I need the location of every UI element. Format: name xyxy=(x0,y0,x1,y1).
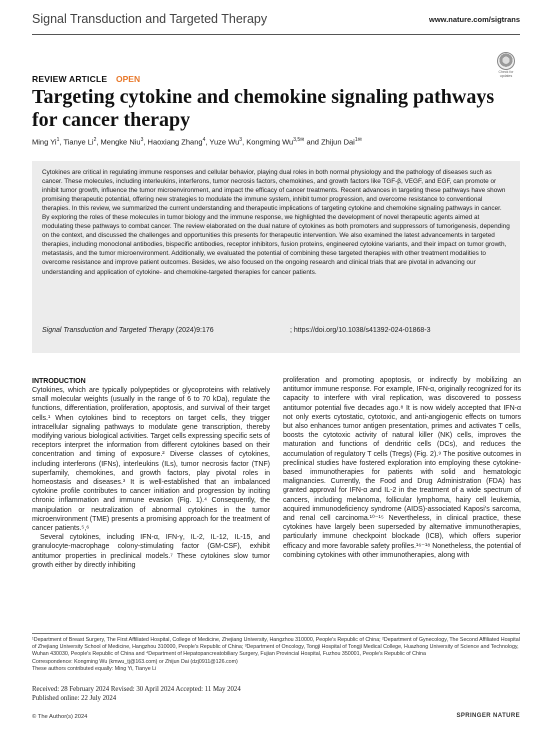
footer-divider xyxy=(32,633,520,634)
author-affiliation-marker: 1✉ xyxy=(354,137,362,143)
correspondence-text: Correspondence: Kongming Wu (kmwu_tj@163.com) or Zhijun Dai (dzj0911@126.com) xyxy=(32,658,238,665)
body-column-left xyxy=(32,386,270,570)
citation-volume: (2024)9:176 xyxy=(173,327,214,334)
author-affiliation-marker: 4 xyxy=(202,137,206,143)
affiliations-block xyxy=(32,637,520,673)
journal-name: Signal Transduction and Targeted Therapy xyxy=(32,12,268,26)
author-affiliation-marker: 3,5✉ xyxy=(293,137,305,143)
doi-link[interactable]: ; https://doi.org/10.1038/s41392-024-01868-3 xyxy=(290,327,431,334)
article-title: Targeting cytokine and chemokine signaling pathways for cancer therapy xyxy=(32,86,495,131)
author-name: Mengke Niu xyxy=(100,137,141,147)
author-name: Ming Yi xyxy=(32,137,57,147)
body-paragraph: proliferation and promoting apoptosis, or indirectly by mobilizing an antitumor immune response. For example, IFN-α, originally recognized for its capacity to interfere with viral replication, was discovered to possess antitumor potential five decades ago.⁸ It is now widely accepted that IFN-α not only exerts cytostatic, cytotoxic, and anti-angiogenic effects on tumors but also enhances tumor antigen presentation, primes and activates T cells, boosts the cytotoxic activity of natural killer (NK) cells, improves the maturation and functions of dendritic cells (DCs), and reduces the accumulation of regulatory T cells (Tregs) (Fig. 2).⁹ The positive outcomes in preclinical studies have fostered exploration into employing these cytokine-based immunotherapies for patients with solid and hematologic malignancies. Currently, the Food and Drug Administration (FDA) has granted approval for IFN-α and IL-2 in the treatment of a wide spectrum of cancers, including melanoma, follicular lymphoma, hairy cell leukemia, acquired immunodeficiency syndrome (AIDS)-associated Kaposi's sarcoma, and renal cell carcinoma.¹⁰⁻¹⁵ Nevertheless, in clinical practice, these cytokines have largely been superseded by alternative immunotherapies, particularly immune checkpoint blockade (ICB), which offers superior efficacy and more favorable safety profiles.¹⁶⁻¹⁸ Nonetheless, the potential of combining cytokines with other immunotherapies, along with xyxy=(283,377,521,559)
abstract-text: Cytokines are critical in regulating immune responses and cellular behavior, playing dual roles in both normal physiology and the pathology of diseases such as cancer. These molecules, including interleukins, interferons, tumor necrosis factors, chemokines, and growth factors like TGF-β, VEGF, and EGF, can promote or inhibit tumor growth, influence the tumor microenvironment, and impact the efficacy of cancer treatments. Recent advances in targeting these pathways have shown promising therapeutic potential, offering new strategies to modulate the immune system, inhibit tumor progression, and overcome resistance to conventional therapies. In this review, we summarized the current understanding and therapeutic implications of targeting cytokine and chemokine signaling pathways in cancer. By exploring the roles of these molecules in tumor biology and the immune response, we highlighted the development of novel therapeutic agents aimed at modulating these pathways to combat cancer. The review elaborated on the dual nature of cytokines as both promoters and suppressors of tumorigenesis, depending on the context, and discussed the challenges and opportunities this presents for therapeutic intervention. We also examined the latest advancements in targeted therapies, including monoclonal antibodies, bispecific antibodies, receptor inhibitors, fusion proteins, engineered cytokine variants, and their impact on tumor growth, metastasis, and the tumor microenvironment. Additionally, we evaluated the potential of combining these targeted therapies with other treatment modalities to overcome resistance and improve patient outcomes. Besides, we also focused on the ongoing research and clinical trials that are pivotal in advancing our understanding and application of cytokine- and chemokine-targeted therapies for cancer patients. xyxy=(42,169,510,276)
abstract-panel xyxy=(32,161,520,353)
citation-journal: Signal Transduction and Targeted Therapy xyxy=(42,327,174,334)
author-affiliation-marker: 2 xyxy=(93,137,97,143)
affiliations-text: ¹Department of Breast Surgery, The First Affiliated Hospital, College of Medicine, Zhejiang University, Hangzhou 310000, People's Republic of China; ²Department of Gynecology, The Second Affiliated Hospital of Zhejiang University School of Medicine, Hangzhou 310000, People's Republic of China; ³Department of Oncology, Tongji Hospital of Tongji Medical College, Huazhong University of Science and Technology, Wuhan 430030, People's Republic of China and ⁴Department of Hepatopancreatobiliary Surgery, Fujian Provincial Hospital, Fuzhou 350001, People's Republic of China xyxy=(32,637,520,658)
author-affiliation-marker: 3 xyxy=(140,137,144,143)
author-name: Tianye Li xyxy=(63,137,94,147)
citation-line xyxy=(32,327,520,334)
article-type-label: REVIEW ARTICLE xyxy=(32,74,108,84)
equal-contribution-note: These authors contributed equally: Ming Yi, Tianye Li xyxy=(32,665,157,672)
author-list: Ming Yi$^1$, Tianye Li$^2$, Mengke Niu$^3$, Haoxiang Zhang$^4$, Yuze Wu$^3$, Kongming $Wu^{3,5✉}$ and Zhijun Dai$^{1✉}$ xyxy=(32,137,362,147)
header-divider xyxy=(32,34,520,35)
check-for-updates-badge[interactable] xyxy=(496,52,516,76)
publisher-logo: SPRINGER NATURE xyxy=(456,713,520,719)
body-paragraph: Several cytokines, including IFN-α, IFN-γ, IL-2, IL-12, IL-15, and granulocyte-macrophage colony-stimulating factor (GM-CSF), exhibit antitumor properties in preclinical models.⁷ These cytokines slow tumor growth either by directly inhibiting xyxy=(32,534,270,569)
author-name: Haoxiang Zhang xyxy=(147,137,203,147)
copyright-notice: © The Author(s) 2024 xyxy=(32,714,88,720)
journal-url-link[interactable]: www.nature.com/sigtrans xyxy=(429,15,520,24)
update-seal-icon xyxy=(497,52,515,70)
author-affiliation-marker: 1 xyxy=(56,137,60,143)
author-name: Zhijun Dai xyxy=(321,137,355,147)
received-dates: Received: 28 February 2024 Revised: 30 April 2024 Accepted: 11 May 2024 xyxy=(32,686,241,693)
author-name: Kongming Wu xyxy=(246,137,294,147)
published-date: Published online: 22 July 2024 xyxy=(32,694,117,702)
body-paragraph: Cytokines, which are typically polypeptides or glycoproteins with relatively small molecular weights (usually in the range of 6 to 70 kDa), regulate the functions, differentiation, proliferation, apoptosis, and survival of their target cells.¹ When cytokines bind to receptors on target cells, they trigger intracellular signaling pathways to modulate gene transcription, thereby modifying various biological activities. Target cells expressing specific sets of receptors interpret the information from different cytokines based on their concentration and timing of exposure.² Diverse classes of cytokines, including interferons (IFNs), interleukins (ILs), tumor necrosis factor (TNF) superfamily, chemokines, and growth factors, play pivotal roles in homeostasis and diseases.³ It is well-established that an imbalanced cytokine profile contributes to cancer initiation and progression by inciting chronic inflammation and immune evasion (Fig. 1).⁴ Consequently, the manipulation or neutralization of abnormal cytokines in the tumor microenvironment (TME) presents a promising approach for the treatment of cancer patients.⁵,⁶ xyxy=(32,387,270,533)
open-access-label: OPEN xyxy=(116,74,141,84)
author-name: Yuze Wu xyxy=(209,137,240,147)
body-column-right xyxy=(283,376,521,560)
article-dates xyxy=(32,686,241,703)
section-heading-introduction: INTRODUCTION xyxy=(32,378,86,385)
author-affiliation-marker: 3 xyxy=(239,137,243,143)
badge-caption: Check for updates xyxy=(498,70,514,78)
